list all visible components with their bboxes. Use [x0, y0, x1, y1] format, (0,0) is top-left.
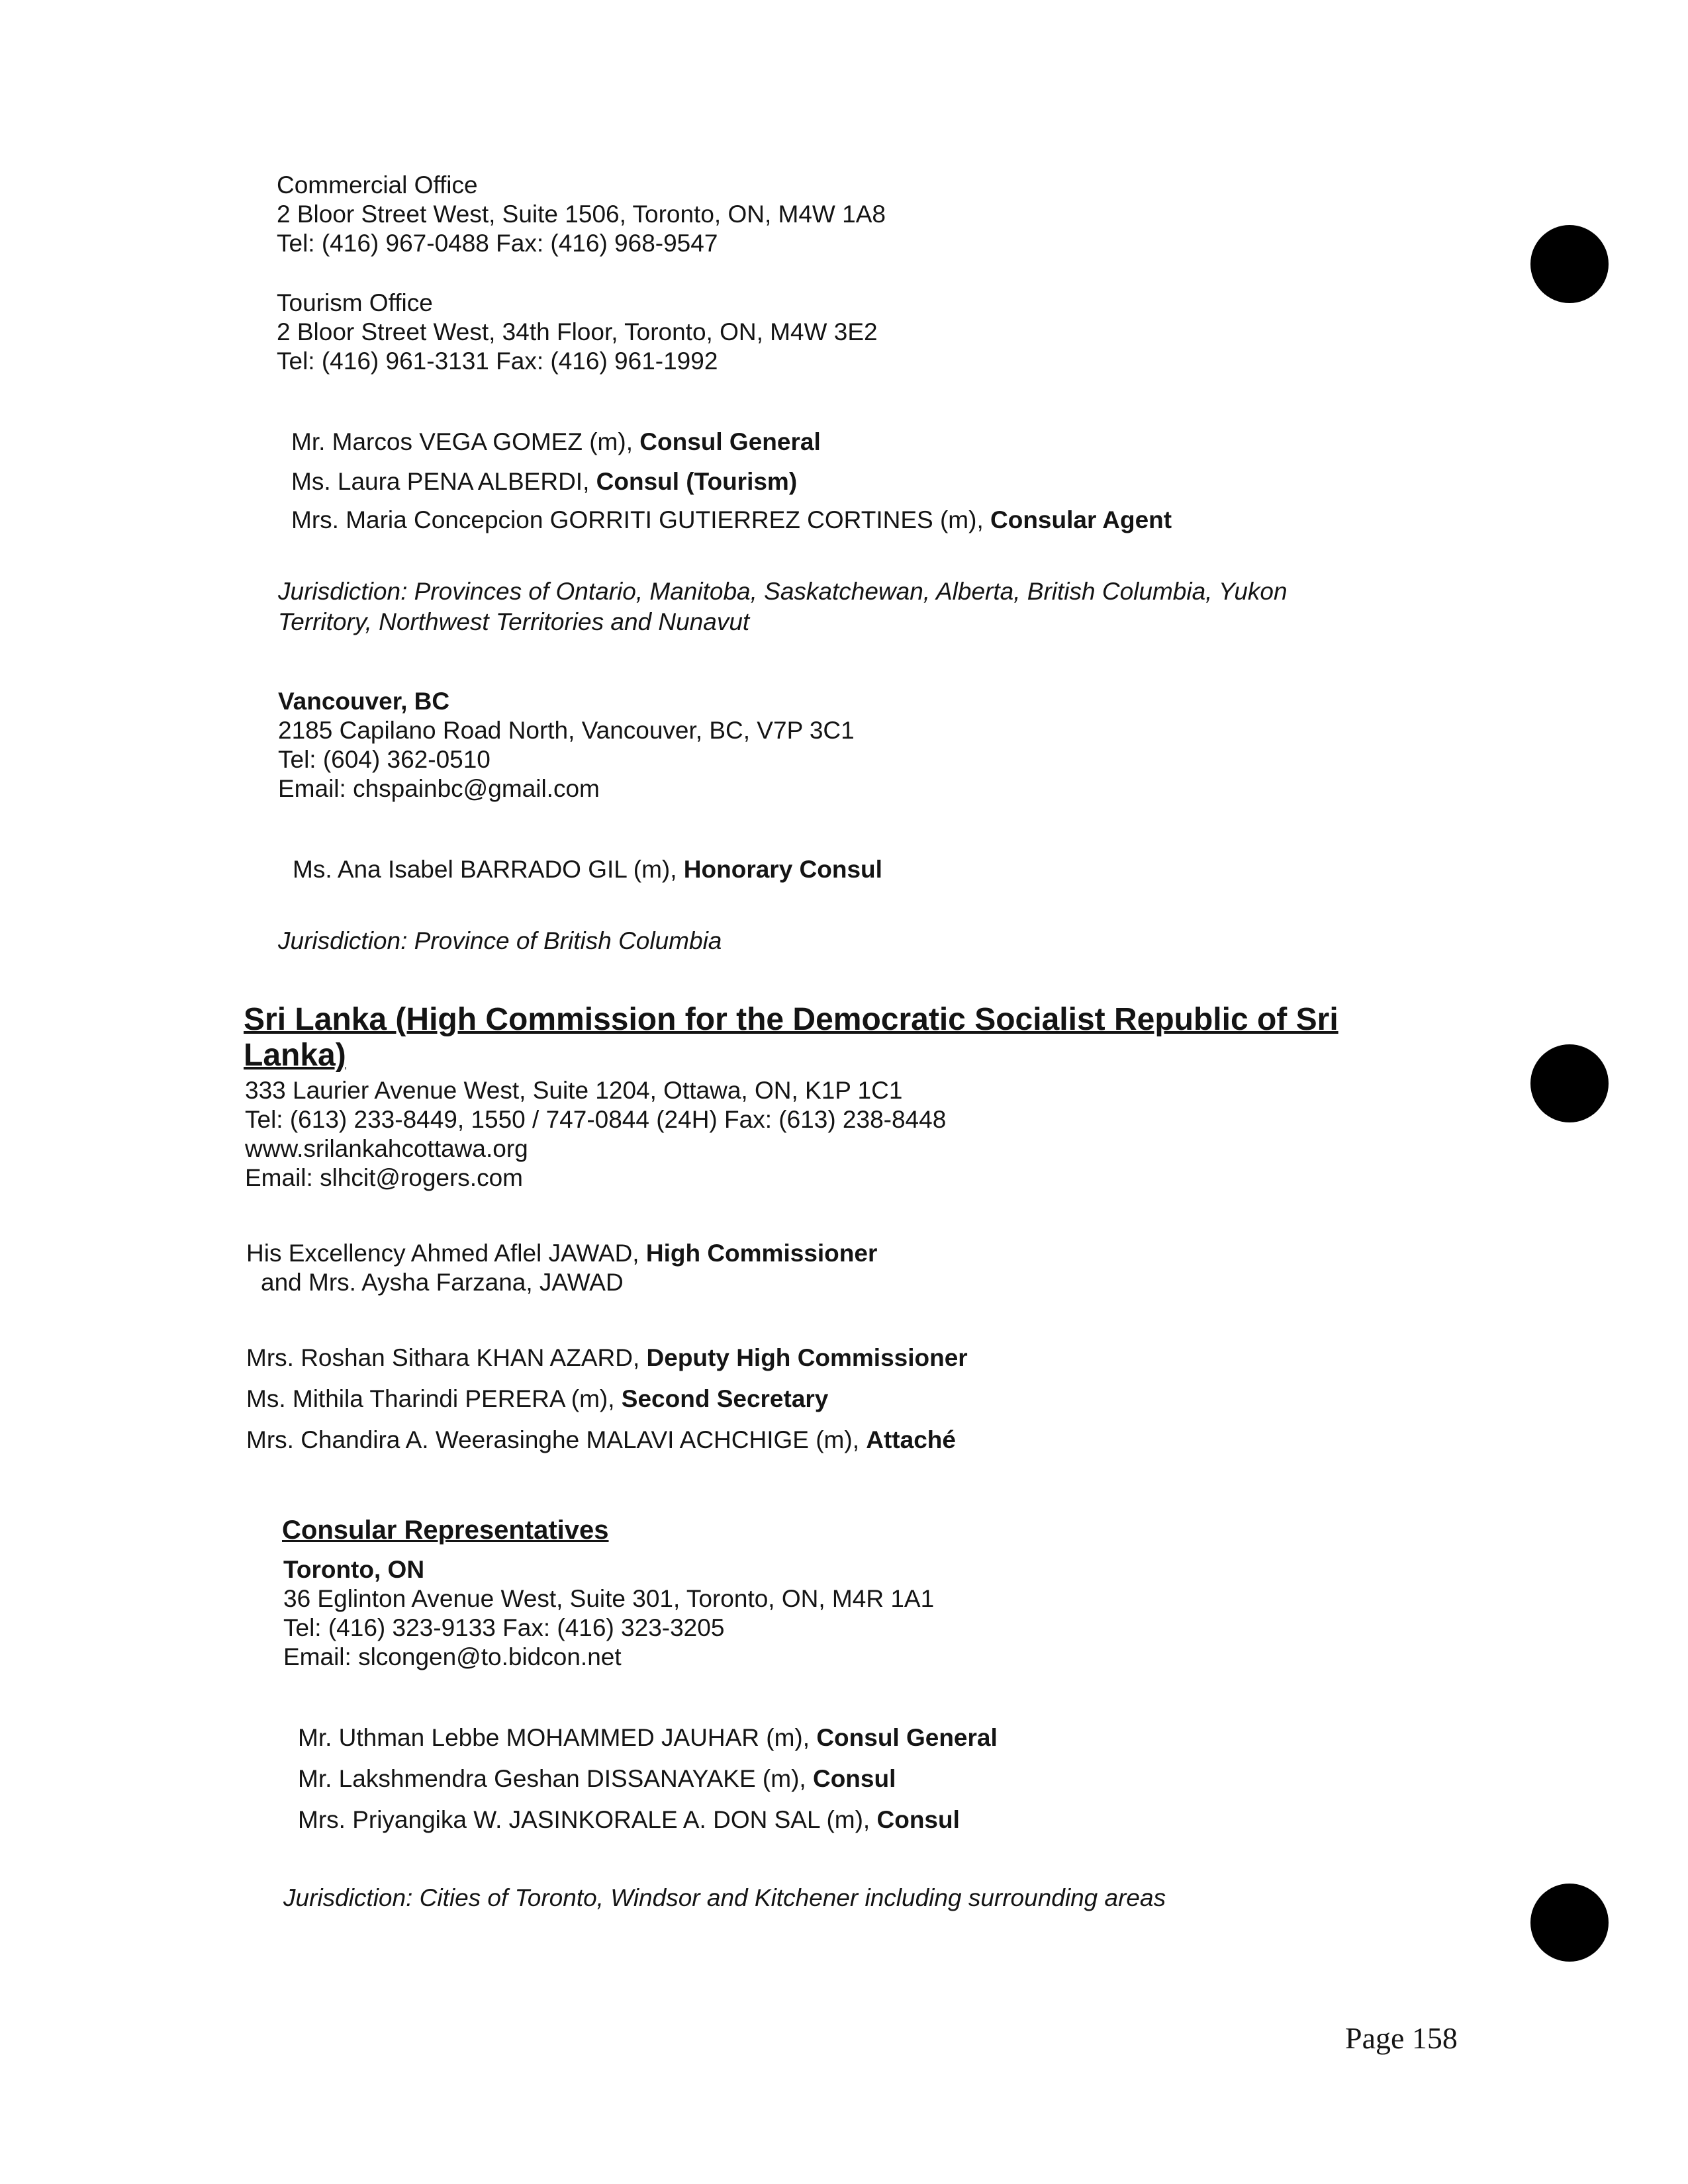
official-entry	[291, 428, 821, 457]
binder-hole-mark	[1530, 225, 1609, 303]
official-title: Consul	[876, 1806, 960, 1833]
official-name: Mrs. Chandira A. Weerasinghe MALAVI ACHCHIGE (m),	[246, 1426, 867, 1453]
office-email: Email: chspainbc@gmail.com	[278, 775, 600, 802]
city-heading: Toronto, ON	[283, 1556, 425, 1583]
jurisdiction-text: Jurisdiction: Cities of Toronto, Windsor and Kitchener including surrounding areas	[283, 1884, 1166, 1911]
official-name: Mrs. Roshan Sithara KHAN AZARD,	[246, 1344, 647, 1371]
official-entry	[246, 1426, 956, 1455]
tourism-office-name: Tourism Office	[277, 289, 433, 316]
official-entry	[246, 1385, 828, 1414]
official-title: Consular Agent	[990, 506, 1172, 533]
commercial-office-address: 2 Bloor Street West, Suite 1506, Toronto, ON, M4W 1A8	[277, 201, 886, 228]
official-entry	[298, 1764, 896, 1794]
tourism-office-address: 2 Bloor Street West, 34th Floor, Toronto, ON, M4W 3E2	[277, 318, 878, 345]
official-name: Mr. Marcos VEGA GOMEZ (m),	[291, 428, 640, 455]
official-entry	[246, 1343, 968, 1373]
official-entry	[298, 1723, 998, 1752]
official-entry	[291, 506, 1172, 535]
official-name: Mr. Uthman Lebbe MOHAMMED JAUHAR (m),	[298, 1724, 817, 1751]
official-name: His Excellency Ahmed Aflel JAWAD,	[246, 1240, 646, 1267]
official-title: Consul	[812, 1765, 896, 1792]
tourism-office-phone: Tel: (416) 961-3131 Fax: (416) 961-1992	[277, 347, 718, 375]
page-number: Page 158	[1345, 2021, 1458, 2055]
office-website: www.srilankahcottawa.org	[245, 1135, 528, 1162]
official-title: High Commissioner	[645, 1240, 878, 1267]
office-address: 36 Eglinton Avenue West, Suite 301, Toronto, ON, M4R 1A1	[283, 1585, 935, 1612]
official-title: Honorary Consul	[683, 856, 882, 883]
office-address: 2185 Capilano Road North, Vancouver, BC, V7P 3C1	[278, 717, 855, 744]
official-title: Consul General	[816, 1724, 998, 1751]
official-title: Consul (Tourism)	[596, 468, 798, 495]
official-entry	[298, 1805, 960, 1835]
office-phone: Tel: (613) 233-8449, 1550 / 747-0844 (24H) Fax: (613) 238-8448	[245, 1106, 947, 1133]
official-title: Consul General	[639, 428, 821, 455]
jurisdiction-text: Territory, Northwest Territories and Nunavut	[278, 608, 750, 635]
country-heading: Lanka)	[244, 1038, 346, 1073]
official-entry	[293, 855, 882, 884]
official-title: Deputy High Commissioner	[646, 1344, 968, 1371]
official-name: Ms. Ana Isabel BARRADO GIL (m),	[293, 856, 684, 883]
official-name: Mrs. Maria Concepcion GORRITI GUTIERREZ CORTINES (m),	[291, 506, 990, 533]
official-name: Ms. Laura PENA ALBERDI,	[291, 468, 596, 495]
office-email: Email: slhcit@rogers.com	[245, 1164, 523, 1191]
jurisdiction-text: Jurisdiction: Provinces of Ontario, Manitoba, Saskatchewan, Alberta, British Columbia, Yukon	[278, 578, 1288, 605]
consular-heading: Consular Representatives	[282, 1516, 609, 1545]
commercial-office-name: Commercial Office	[277, 171, 478, 199]
head-of-mission	[246, 1239, 877, 1268]
office-email: Email: slcongen@to.bidcon.net	[283, 1643, 622, 1670]
office-phone: Tel: (604) 362-0510	[278, 746, 491, 773]
official-entry	[291, 467, 797, 496]
country-heading: Sri Lanka (High Commission for the Democratic Socialist Republic of Sri	[244, 1002, 1338, 1037]
official-name: Ms. Mithila Tharindi PERERA (m),	[246, 1385, 622, 1412]
jurisdiction-text: Jurisdiction: Province of British Columbia	[278, 927, 722, 954]
official-name: Mrs. Priyangika W. JASINKORALE A. DON SAL (m),	[298, 1806, 877, 1833]
binder-hole-mark	[1530, 1884, 1609, 1962]
office-phone: Tel: (416) 323-9133 Fax: (416) 323-3205	[283, 1614, 725, 1641]
spouse-line: and Mrs. Aysha Farzana, JAWAD	[261, 1269, 624, 1296]
official-title: Attaché	[866, 1426, 956, 1453]
city-heading: Vancouver, BC	[278, 688, 450, 715]
commercial-office-phone: Tel: (416) 967-0488 Fax: (416) 968-9547	[277, 230, 718, 257]
official-title: Second Secretary	[621, 1385, 829, 1412]
official-name: Mr. Lakshmendra Geshan DISSANAYAKE (m),	[298, 1765, 813, 1792]
office-address: 333 Laurier Avenue West, Suite 1204, Ottawa, ON, K1P 1C1	[245, 1077, 903, 1104]
binder-hole-mark	[1530, 1044, 1609, 1122]
